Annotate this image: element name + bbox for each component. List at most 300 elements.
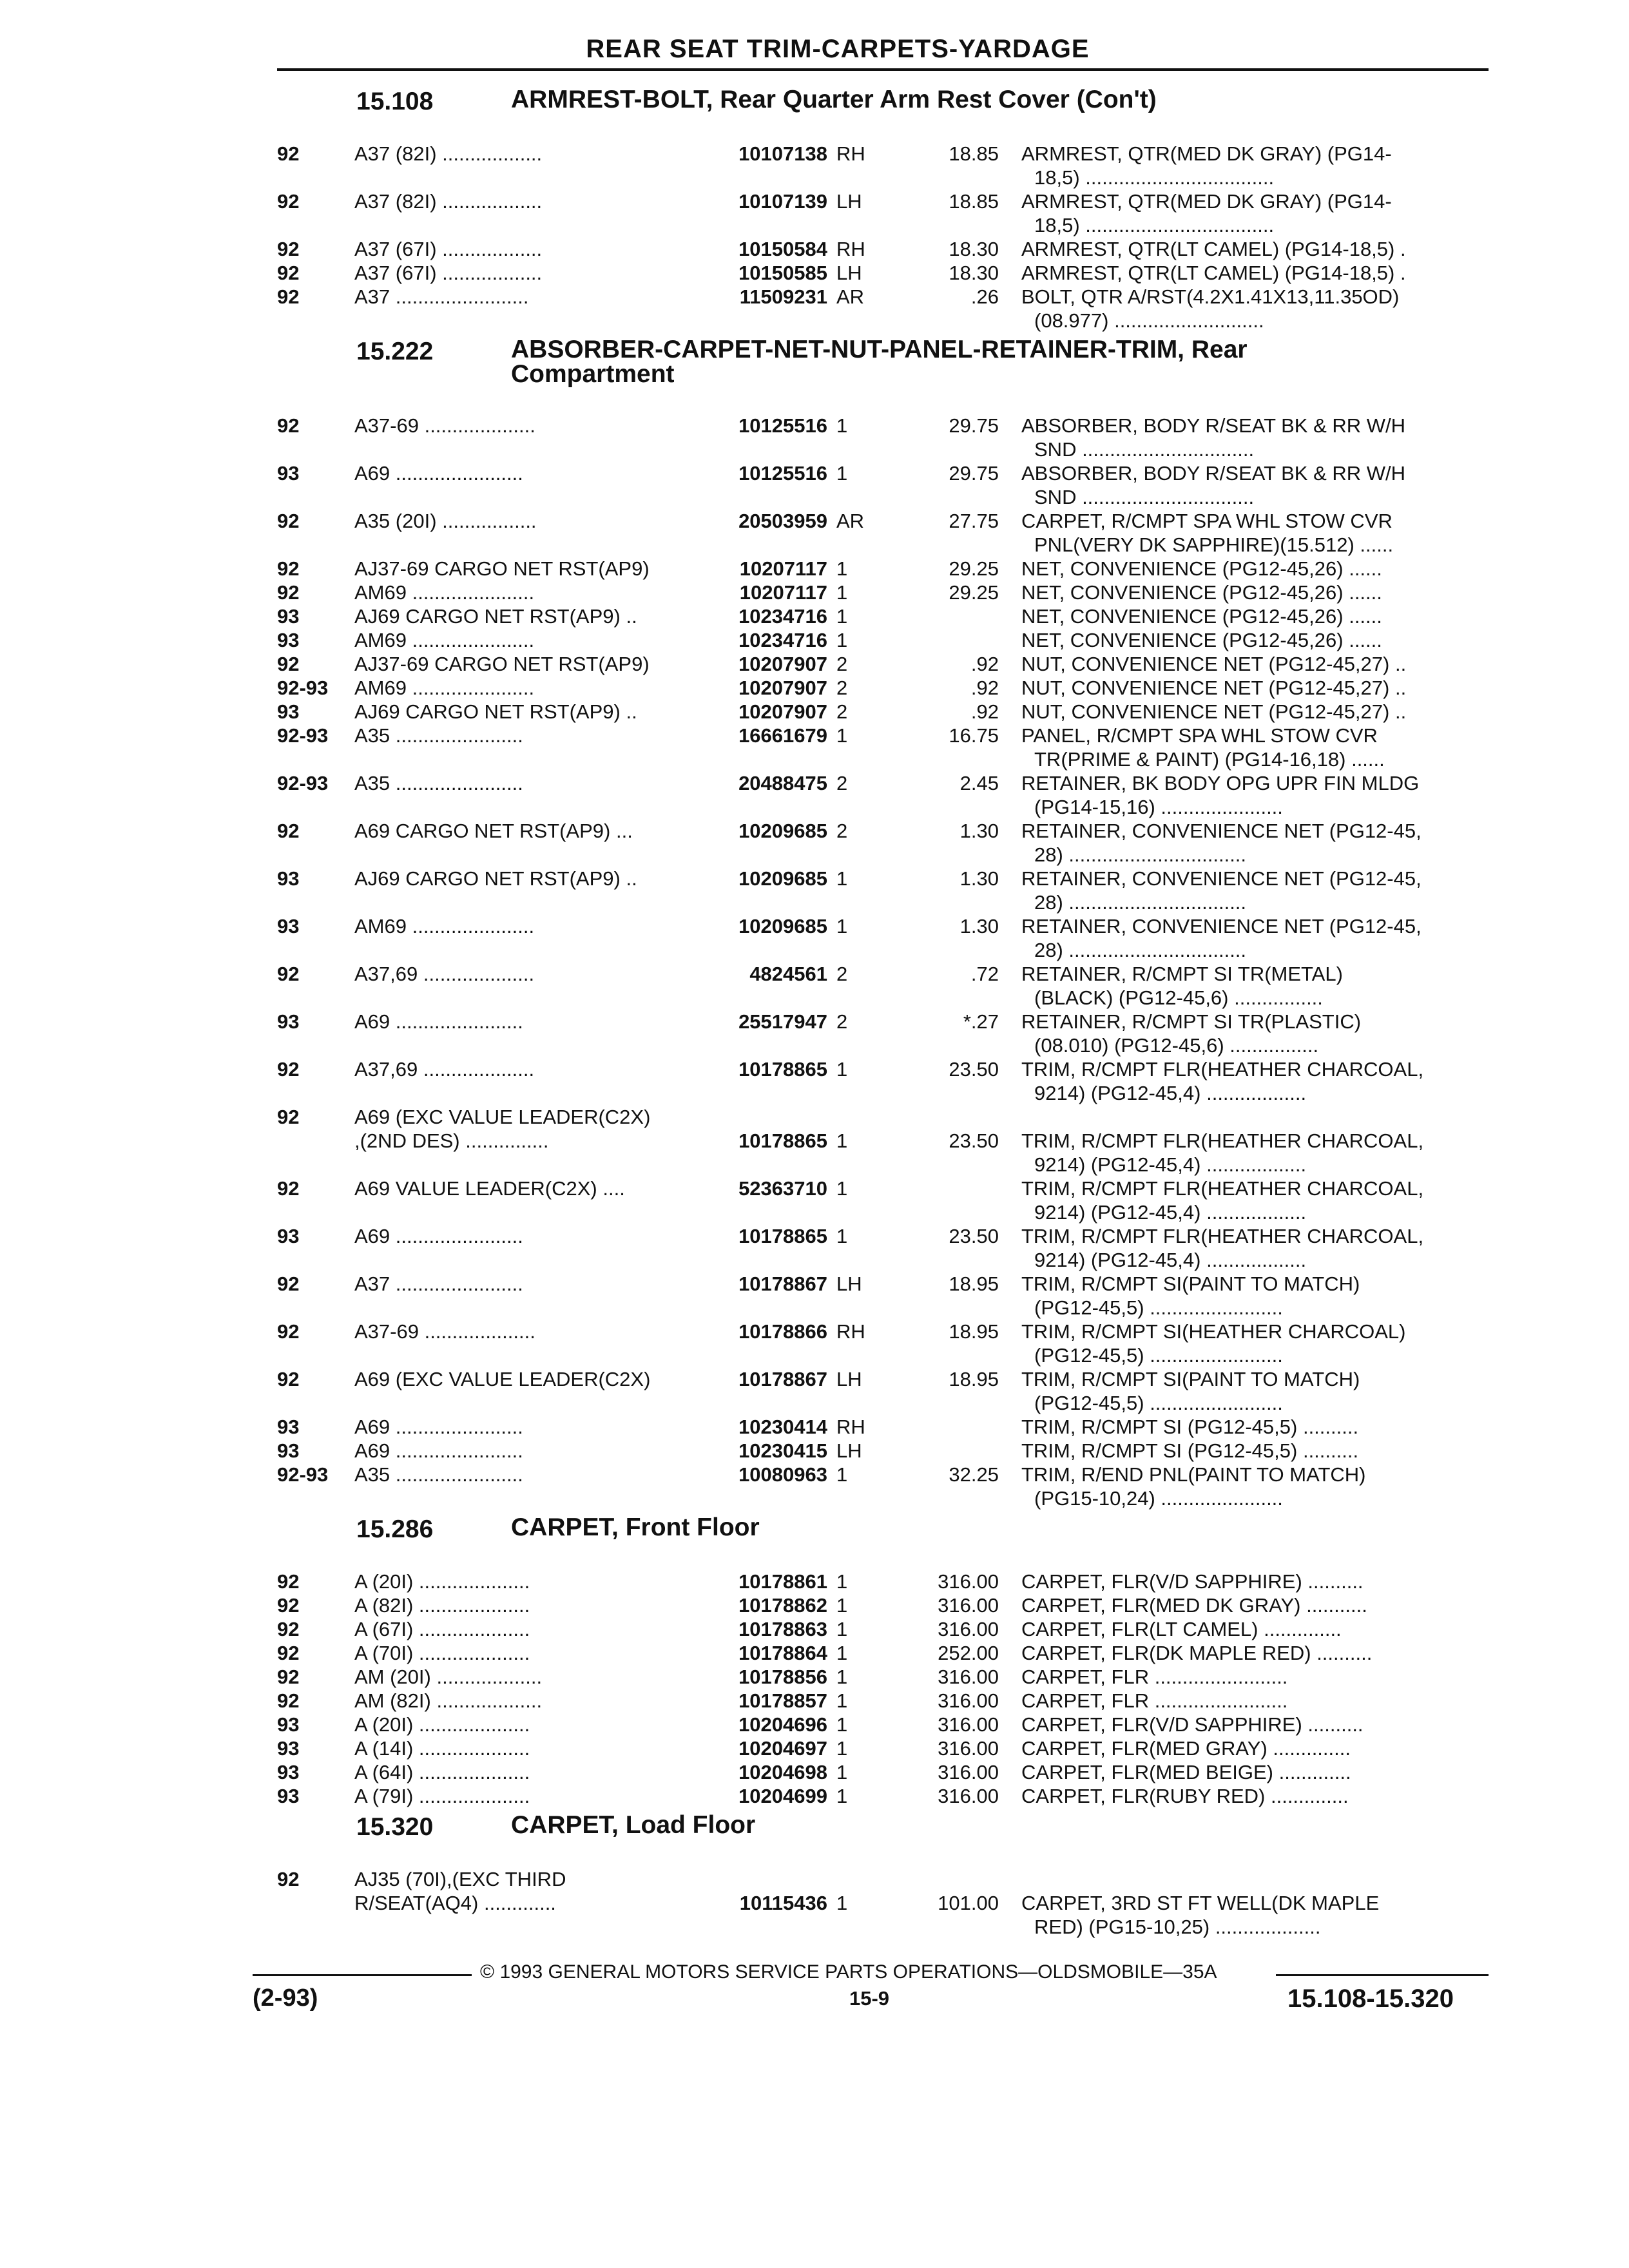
section-header [0, 332, 1629, 414]
price: 316.00 [938, 1594, 999, 1617]
model-code [354, 509, 702, 533]
part-row [0, 1641, 1629, 1665]
model-year: 92 [277, 1868, 300, 1890]
part-row [0, 1320, 1629, 1367]
part-number: 10204698 [738, 1761, 827, 1783]
part-description [1021, 1713, 1479, 1736]
part-number: 10178864 [738, 1642, 827, 1664]
part-row [0, 1570, 1629, 1593]
model-year: 93 [277, 462, 300, 485]
description-line: 28) ................................ [1034, 843, 1247, 866]
description-line: CARPET, FLR ........................ [1021, 1666, 1288, 1688]
quantity: 2 [836, 772, 848, 794]
model-year: 93 [277, 1761, 300, 1783]
section-header [0, 1808, 1629, 1867]
part-description [1021, 189, 1479, 237]
section-title [511, 1813, 1478, 1838]
quantity: 1 [836, 1463, 848, 1486]
quantity: 1 [836, 1713, 848, 1736]
part-row [0, 509, 1629, 557]
model-code [354, 1570, 702, 1593]
model-year: 92 [277, 1058, 300, 1081]
part-row [0, 604, 1629, 628]
description-line: RETAINER, CONVENIENCE NET (PG12-45, [1021, 820, 1422, 842]
description-line: ARMREST, QTR(LT CAMEL) (PG14-18,5) . [1021, 262, 1406, 284]
quantity: 1 [836, 605, 848, 628]
model-line: A35 ....................... [354, 1463, 523, 1486]
part-row [0, 676, 1629, 700]
model-year: 92 [277, 1273, 300, 1295]
model-line: AM69 ...................... [354, 629, 535, 651]
part-description [1021, 819, 1479, 867]
part-description [1021, 237, 1479, 261]
part-number: 10209685 [738, 820, 827, 842]
model-line: A (20I) .................... [354, 1713, 530, 1736]
description-line: TRIM, R/END PNL(PAINT TO MATCH) [1021, 1463, 1366, 1486]
price: 18.85 [949, 142, 999, 165]
model-code [354, 1177, 702, 1200]
price: 27.75 [949, 510, 999, 532]
price: 316.00 [938, 1666, 999, 1688]
model-line: A37,69 .................... [354, 963, 535, 985]
part-description [1021, 771, 1479, 819]
model-line: A37 (82I) .................. [354, 190, 543, 213]
part-number: 10207907 [738, 677, 827, 699]
model-line: AJ69 CARGO NET RST(AP9) .. [354, 867, 637, 890]
price: 18.30 [949, 262, 999, 284]
part-number: 20503959 [738, 510, 827, 532]
model-code [354, 414, 702, 437]
price: 316.00 [938, 1785, 999, 1807]
part-description [1021, 414, 1479, 461]
quantity: 1 [836, 1225, 848, 1247]
quantity: RH [836, 238, 865, 260]
price: 1.30 [959, 867, 999, 890]
model-year: 92 [277, 1177, 300, 1200]
description-line: (BLACK) (PG12-45,6) ................ [1034, 986, 1323, 1009]
description-line: NUT, CONVENIENCE NET (PG12-45,27) .. [1021, 700, 1407, 723]
section-header [0, 1510, 1629, 1570]
part-description [1021, 1367, 1479, 1415]
section-title-line: CARPET, Front Floor [511, 1514, 760, 1541]
part-number: 10207907 [738, 653, 827, 675]
part-description [1021, 1439, 1479, 1463]
model-line: A69 (EXC VALUE LEADER(C2X) [354, 1368, 651, 1390]
quantity: 1 [836, 1689, 848, 1712]
part-number: 10234716 [738, 605, 827, 628]
section-title [511, 88, 1478, 112]
part-row [0, 1463, 1629, 1510]
part-row [0, 1784, 1629, 1808]
part-row [0, 1010, 1629, 1057]
part-description [1021, 1760, 1479, 1784]
part-number: 10178865 [738, 1058, 827, 1081]
part-description [1021, 1784, 1479, 1808]
part-number: 10178867 [738, 1273, 827, 1295]
model-year: 93 [277, 629, 300, 651]
description-line: RED) (PG15-10,25) ................... [1034, 1916, 1321, 1938]
price: 316.00 [938, 1570, 999, 1593]
description-line: RETAINER, CONVENIENCE NET (PG12-45, [1021, 867, 1422, 890]
description-line: CARPET, R/CMPT SPA WHL STOW CVR [1021, 510, 1393, 532]
model-line: A35 ....................... [354, 724, 523, 747]
model-code [354, 285, 702, 309]
quantity: RH [836, 142, 865, 165]
footer-date: (2-93) [253, 1984, 318, 2012]
part-number: 10204697 [738, 1737, 827, 1760]
description-line [1021, 1867, 1479, 1891]
quantity: 1 [836, 1058, 848, 1081]
description-line: NET, CONVENIENCE (PG12-45,26) ...... [1021, 605, 1382, 628]
model-line: A37 ........................ [354, 285, 529, 308]
part-description [1021, 724, 1479, 771]
description-line: 28) ................................ [1034, 891, 1247, 914]
model-code [354, 1439, 702, 1463]
part-number: 10207907 [738, 700, 827, 723]
part-number: 10125516 [738, 414, 827, 437]
model-year: 92-93 [277, 677, 329, 699]
part-row [0, 1057, 1629, 1105]
part-number: 10178863 [738, 1618, 827, 1640]
model-code [354, 676, 702, 700]
description-line: PANEL, R/CMPT SPA WHL STOW CVR [1021, 724, 1378, 747]
part-description [1021, 1105, 1479, 1177]
model-code [354, 628, 702, 652]
model-line: AM69 ...................... [354, 915, 535, 937]
part-description [1021, 557, 1479, 581]
part-description [1021, 962, 1479, 1010]
part-row [0, 652, 1629, 676]
model-year: 92 [277, 1368, 300, 1390]
part-description [1021, 1867, 1479, 1939]
description-line: (PG14-15,16) ...................... [1034, 796, 1283, 818]
model-code [354, 604, 702, 628]
description-line: CARPET, FLR ........................ [1021, 1689, 1288, 1712]
price: 16.75 [949, 724, 999, 747]
quantity: RH [836, 1320, 865, 1343]
quantity: 2 [836, 1010, 848, 1033]
model-year: 92-93 [277, 1463, 329, 1486]
part-row [0, 962, 1629, 1010]
description-line: (PG12-45,5) ........................ [1034, 1296, 1283, 1319]
part-row [0, 700, 1629, 724]
part-row [0, 819, 1629, 867]
model-year: 92 [277, 510, 300, 532]
quantity: 1 [836, 1761, 848, 1783]
description-line: ABSORBER, BODY R/SEAT BK & RR W/H [1021, 462, 1406, 485]
model-year: 92 [277, 285, 300, 308]
part-row [0, 1439, 1629, 1463]
model-line: AJ37-69 CARGO NET RST(AP9) [354, 557, 650, 580]
model-line: A69 (EXC VALUE LEADER(C2X) [354, 1106, 651, 1128]
part-description [1021, 1415, 1479, 1439]
footer-section-range: 15.108-15.320 [1287, 1984, 1454, 2013]
description-line: BOLT, QTR A/RST(4.2X1.41X13,11.35OD) [1021, 285, 1400, 308]
part-description [1021, 581, 1479, 604]
price: .72 [970, 963, 999, 985]
section-title-line: ARMREST-BOLT, Rear Quarter Arm Rest Cover (Con't) [511, 86, 1157, 113]
model-year: 93 [277, 1713, 300, 1736]
part-number: 10204696 [738, 1713, 827, 1736]
part-row [0, 261, 1629, 285]
part-description [1021, 700, 1479, 724]
part-number: 10178865 [738, 1129, 827, 1152]
part-number: 4824561 [749, 963, 827, 985]
model-code [354, 819, 702, 843]
part-description [1021, 1593, 1479, 1617]
section-number: 15.286 [356, 1515, 434, 1543]
part-description [1021, 1272, 1479, 1320]
price: 29.75 [949, 462, 999, 485]
part-number: 10178867 [738, 1368, 827, 1390]
footer-rule-right [1276, 1974, 1489, 1976]
part-row [0, 1367, 1629, 1415]
part-number: 10107138 [738, 142, 827, 165]
model-line: A (70I) .................... [354, 1642, 530, 1664]
part-number: 10234716 [738, 629, 827, 651]
price: 252.00 [938, 1642, 999, 1664]
model-code [354, 1736, 702, 1760]
model-code [354, 557, 702, 581]
section-title-line: Compartment [511, 360, 675, 388]
part-row [0, 914, 1629, 962]
model-code [354, 1224, 702, 1248]
price: 18.30 [949, 238, 999, 260]
description-line: CARPET, FLR(V/D SAPPHIRE) .......... [1021, 1713, 1364, 1736]
model-line: A69 ....................... [354, 1225, 523, 1247]
model-year: 92 [277, 820, 300, 842]
quantity: 1 [836, 462, 848, 485]
description-line [1021, 1105, 1479, 1129]
model-line: AM (20I) ................... [354, 1666, 543, 1688]
part-row [0, 628, 1629, 652]
part-number: 25517947 [738, 1010, 827, 1033]
part-description [1021, 652, 1479, 676]
part-description [1021, 1463, 1479, 1510]
model-year: 92 [277, 1666, 300, 1688]
description-line: SND ............................... [1034, 486, 1255, 508]
part-row [0, 142, 1629, 189]
model-code [354, 962, 702, 986]
price: 316.00 [938, 1761, 999, 1783]
model-code [354, 1867, 702, 1915]
description-line: SND ............................... [1034, 438, 1255, 461]
quantity: 1 [836, 1594, 848, 1617]
price: 316.00 [938, 1713, 999, 1736]
model-year: 92-93 [277, 772, 329, 794]
part-description [1021, 676, 1479, 700]
quantity: 1 [836, 414, 848, 437]
quantity: 1 [836, 724, 848, 747]
price: .92 [970, 700, 999, 723]
description-line: TRIM, R/CMPT SI(PAINT TO MATCH) [1021, 1368, 1360, 1390]
part-row [0, 1415, 1629, 1439]
description-line: ARMREST, QTR(LT CAMEL) (PG14-18,5) . [1021, 238, 1406, 260]
model-year: 92 [277, 1106, 300, 1128]
model-line: A35 (20I) ................. [354, 510, 537, 532]
price: 29.25 [949, 557, 999, 580]
part-row [0, 1224, 1629, 1272]
description-line: TRIM, R/CMPT FLR(HEATHER CHARCOAL, [1021, 1058, 1424, 1081]
section-number: 15.222 [356, 338, 434, 365]
description-line: NET, CONVENIENCE (PG12-45,26) ...... [1021, 581, 1382, 604]
model-code [354, 724, 702, 747]
model-year: 92 [277, 262, 300, 284]
model-year: 93 [277, 1785, 300, 1807]
description-line: TRIM, R/CMPT SI (PG12-45,5) .......... [1021, 1439, 1359, 1462]
description-line: ABSORBER, BODY R/SEAT BK & RR W/H [1021, 414, 1406, 437]
part-number: 10230414 [738, 1416, 827, 1438]
description-line: TRIM, R/CMPT SI (PG12-45,5) .......... [1021, 1416, 1359, 1438]
part-row [0, 414, 1629, 461]
model-year: 92 [277, 1594, 300, 1617]
quantity: 1 [836, 1129, 848, 1152]
model-line: A (79I) .................... [354, 1785, 530, 1807]
price: 101.00 [938, 1892, 999, 1914]
footer-rule-left [253, 1974, 472, 1976]
part-row [0, 1272, 1629, 1320]
part-row [0, 237, 1629, 261]
part-row [0, 581, 1629, 604]
price: 32.25 [949, 1463, 999, 1486]
section-title-line: ABSORBER-CARPET-NET-NUT-PANEL-RETAINER-TRIM, Rear [511, 336, 1248, 363]
section-title [511, 338, 1478, 387]
model-code [354, 1760, 702, 1784]
part-row [0, 867, 1629, 914]
model-code [354, 1689, 702, 1713]
model-year: 92 [277, 238, 300, 260]
part-description [1021, 1665, 1479, 1689]
price: 18.95 [949, 1273, 999, 1295]
quantity: 1 [836, 1737, 848, 1760]
quantity: 2 [836, 653, 848, 675]
description-line: (08.010) (PG12-45,6) ................ [1034, 1034, 1319, 1057]
part-number: 10107139 [738, 190, 827, 213]
model-code [354, 1593, 702, 1617]
part-number: 10178866 [738, 1320, 827, 1343]
part-description [1021, 914, 1479, 962]
price: 29.75 [949, 414, 999, 437]
model-line: A69 CARGO NET RST(AP9) ... [354, 820, 633, 842]
model-line: A37 (82I) .................. [354, 142, 543, 165]
price: 29.25 [949, 581, 999, 604]
part-description [1021, 509, 1479, 557]
part-row [0, 1617, 1629, 1641]
price: 316.00 [938, 1689, 999, 1712]
description-line: CARPET, FLR(V/D SAPPHIRE) .......... [1021, 1570, 1364, 1593]
quantity: AR [836, 510, 865, 532]
model-year: 92 [277, 581, 300, 604]
part-description [1021, 867, 1479, 914]
part-number: 16661679 [738, 724, 827, 747]
description-line: RETAINER, CONVENIENCE NET (PG12-45, [1021, 915, 1422, 937]
model-code [354, 142, 702, 166]
model-year: 93 [277, 1225, 300, 1247]
quantity: RH [836, 1416, 865, 1438]
description-line: 18,5) .................................. [1034, 166, 1275, 189]
model-code [354, 461, 702, 485]
quantity: 1 [836, 1892, 848, 1914]
model-line: AJ69 CARGO NET RST(AP9) .. [354, 605, 637, 628]
part-number: 10207117 [739, 557, 827, 580]
model-line: AJ37-69 CARGO NET RST(AP9) [354, 653, 650, 675]
part-description [1021, 1736, 1479, 1760]
section-title [511, 1515, 1478, 1540]
description-line: 28) ................................ [1034, 939, 1247, 961]
price: 1.30 [959, 820, 999, 842]
part-description [1021, 1617, 1479, 1641]
model-code [354, 1010, 702, 1033]
model-line: A (20I) .................... [354, 1570, 530, 1593]
quantity: 1 [836, 629, 848, 651]
quantity: 2 [836, 963, 848, 985]
model-code [354, 237, 702, 261]
description-line: NET, CONVENIENCE (PG12-45,26) ...... [1021, 557, 1382, 580]
part-number: 10230415 [738, 1439, 827, 1462]
part-description [1021, 604, 1479, 628]
model-code [354, 1617, 702, 1641]
part-row [0, 285, 1629, 332]
model-line: A (14I) .................... [354, 1737, 530, 1760]
quantity: 1 [836, 1570, 848, 1593]
description-line: 9214) (PG12-45,4) .................. [1034, 1082, 1307, 1104]
model-line: A37 ....................... [354, 1273, 523, 1295]
part-row [0, 724, 1629, 771]
model-line: R/SEAT(AQ4) ............. [354, 1892, 556, 1914]
part-number: 10207117 [739, 581, 827, 604]
part-description [1021, 461, 1479, 509]
title-rule [277, 68, 1489, 71]
description-line: ARMREST, QTR(MED DK GRAY) (PG14- [1021, 190, 1392, 213]
model-line: A37 (67I) .................. [354, 262, 543, 284]
part-row [0, 461, 1629, 509]
part-row [0, 771, 1629, 819]
model-line: A (64I) .................... [354, 1761, 530, 1783]
model-code [354, 261, 702, 285]
parts-catalog-content [0, 82, 1629, 1939]
model-line: A69 ....................... [354, 462, 523, 485]
part-number: 10178857 [738, 1689, 827, 1712]
part-row [0, 1713, 1629, 1736]
description-line: CARPET, FLR(DK MAPLE RED) .......... [1021, 1642, 1373, 1664]
model-year: 92 [277, 414, 300, 437]
part-row [0, 1689, 1629, 1713]
model-year: 92 [277, 1320, 300, 1343]
part-number: 10178865 [738, 1225, 827, 1247]
model-code [354, 581, 702, 604]
price: .92 [970, 653, 999, 675]
model-year: 93 [277, 700, 300, 723]
model-year: 92 [277, 142, 300, 165]
part-description [1021, 1570, 1479, 1593]
description-line: RETAINER, BK BODY OPG UPR FIN MLDG [1021, 772, 1420, 794]
part-number: 52363710 [738, 1177, 827, 1200]
model-year: 93 [277, 1737, 300, 1760]
section-title-line: CARPET, Load Floor [511, 1811, 756, 1839]
description-line: (PG12-45,5) ........................ [1034, 1392, 1283, 1414]
quantity: 1 [836, 1666, 848, 1688]
price: 23.50 [949, 1225, 999, 1247]
model-line: AM69 ...................... [354, 581, 535, 604]
part-row [0, 1736, 1629, 1760]
section-number: 15.108 [356, 88, 434, 115]
description-line: CARPET, FLR(MED BEIGE) ............. [1021, 1761, 1351, 1783]
model-code [354, 700, 702, 724]
part-number: 10209685 [738, 915, 827, 937]
model-line: A (82I) .................... [354, 1594, 530, 1617]
model-year: 92 [277, 190, 300, 213]
model-line: AM (82I) ................... [354, 1689, 543, 1712]
